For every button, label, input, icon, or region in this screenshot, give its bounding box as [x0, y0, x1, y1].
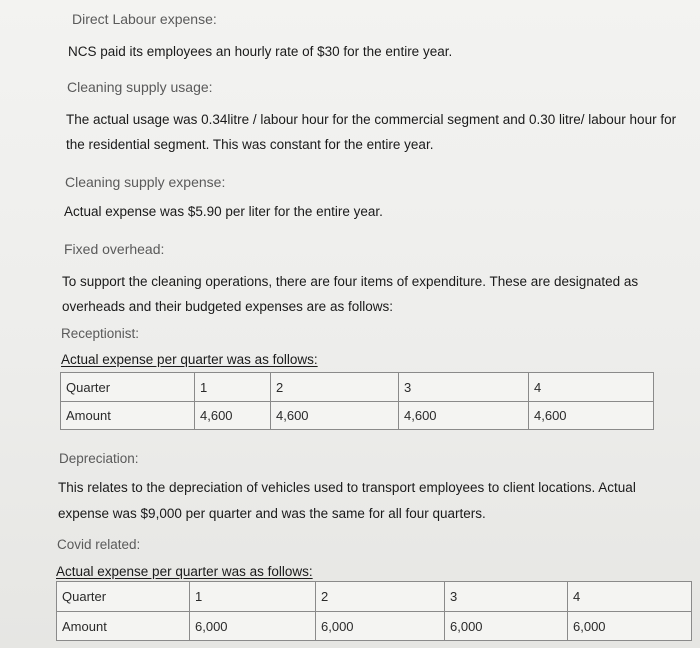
- receptionist-heading: Receptionist:: [61, 326, 140, 341]
- fixed-overhead-line1: To support the cleaning operations, there are four items of expenditure. These are designated as: [62, 274, 639, 289]
- table-header-row: [57, 582, 691, 612]
- row-cell-q1: 4,600: [194, 402, 270, 429]
- header-cell-quarter: Quarter: [66, 379, 111, 395]
- header-cell-q1: 1: [189, 582, 315, 611]
- row-cell-q2: 4,600: [270, 402, 398, 429]
- table-header-row: [61, 373, 653, 402]
- header-cell-q2: 2: [270, 373, 398, 401]
- header-cell-q2: 2: [315, 582, 444, 611]
- header-cell-q1: 1: [194, 373, 270, 401]
- row-cell-q2: 6,000: [315, 612, 444, 640]
- row-cell-amount: Amount: [66, 408, 111, 423]
- cleaning-expense-text: Actual expense was $5.90 per liter for the entire year.: [64, 204, 383, 219]
- covid-table: [56, 581, 692, 641]
- covid-caption: Actual expense per quarter was as follows:: [56, 564, 313, 579]
- cleaning-usage-heading: Cleaning supply usage:: [67, 79, 213, 95]
- direct-labour-text: NCS paid its employees an hourly rate of $30 for the entire year.: [68, 44, 453, 59]
- cleaning-expense-heading: Cleaning supply expense:: [65, 174, 226, 190]
- receptionist-table: [60, 372, 654, 430]
- fixed-overhead-line2: overheads and their budgeted expenses are as follows:: [62, 299, 393, 314]
- header-cell-quarter: Quarter: [62, 589, 107, 604]
- depreciation-line1: This relates to the depreciation of vehicles used to transport employees to client locations. Actual: [58, 480, 636, 495]
- header-cell-q4: 4: [528, 373, 653, 401]
- direct-labour-heading: Direct Labour expense:: [72, 11, 217, 27]
- row-cell-q4: 6,000: [567, 612, 691, 640]
- cleaning-usage-line1: The actual usage was 0.34litre / labour hour for the commercial segment and 0.30 litre/ labour hour for: [66, 112, 677, 127]
- cleaning-usage-line2: the residential segment. This was constant for the entire year.: [66, 137, 434, 152]
- row-cell-q4: 4,600: [528, 402, 653, 429]
- header-cell-q3: 3: [444, 582, 567, 611]
- receptionist-caption: Actual expense per quarter was as follows:: [61, 352, 318, 367]
- fixed-overhead-heading: Fixed overhead:: [64, 241, 165, 257]
- header-cell-q3: 3: [398, 373, 528, 401]
- covid-heading: Covid related:: [57, 537, 141, 552]
- row-cell-q3: 6,000: [444, 612, 567, 640]
- row-cell-q1: 6,000: [189, 612, 315, 640]
- row-cell-q3: 4,600: [398, 402, 528, 429]
- depreciation-line2: expense was $9,000 per quarter and was the same for all four quarters.: [58, 506, 486, 521]
- table-row: [57, 612, 691, 640]
- table-row: [61, 402, 653, 429]
- depreciation-heading: Depreciation:: [59, 451, 139, 466]
- header-cell-q4: 4: [567, 582, 691, 611]
- row-cell-amount: Amount: [62, 618, 107, 634]
